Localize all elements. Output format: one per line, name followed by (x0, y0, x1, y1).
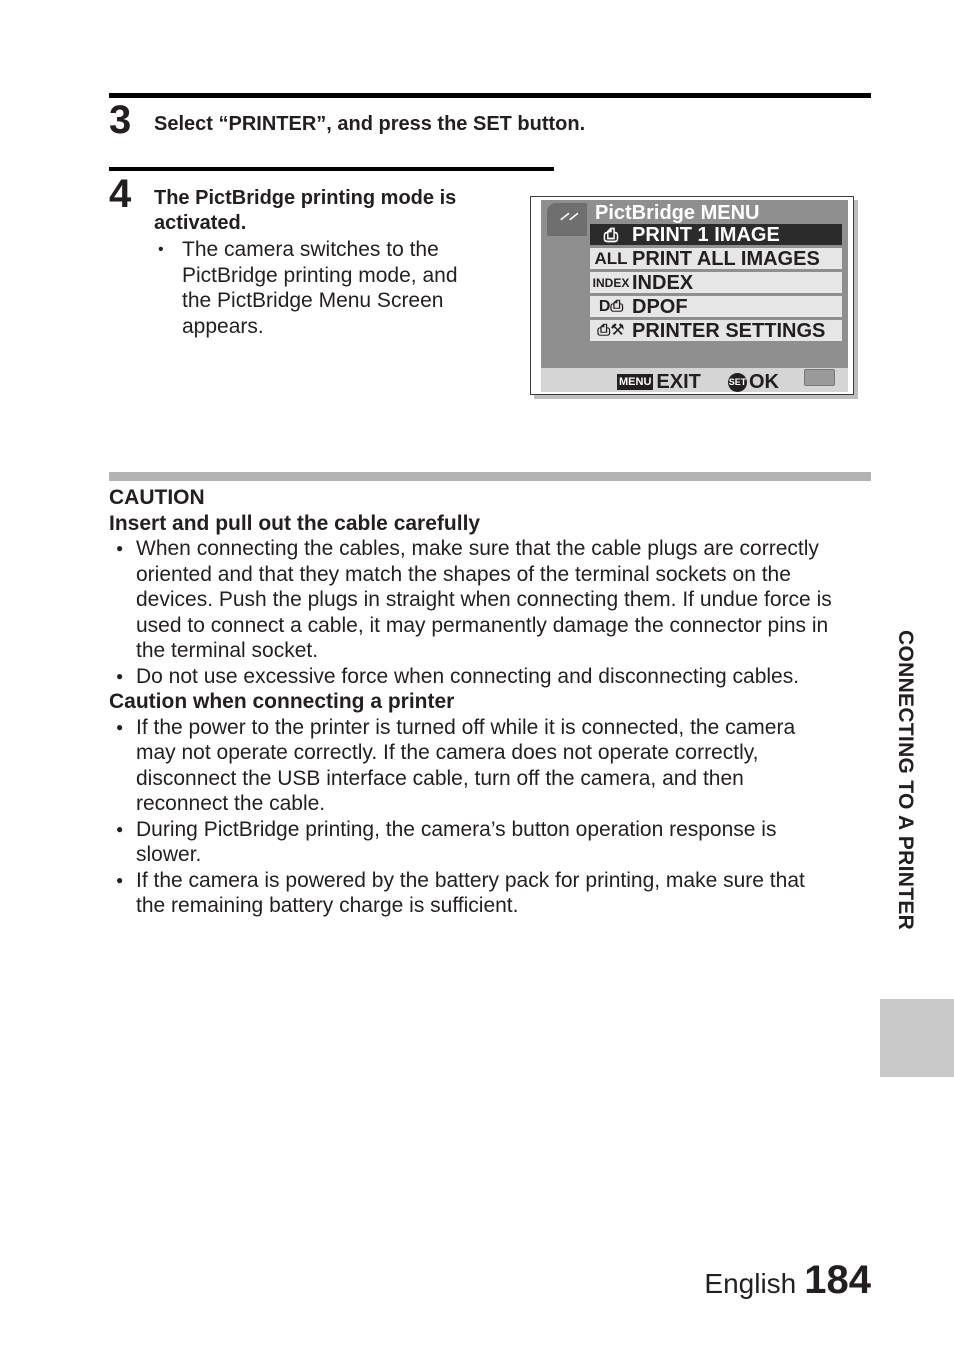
step-4-title-line: activated. (154, 212, 247, 234)
menu-item-print-1-image[interactable] (590, 224, 842, 246)
list-item-line: may not operate correctly. If the camera does not operate correctly, (136, 741, 759, 764)
step-4-body-line: the PictBridge Menu Screen (182, 289, 444, 312)
page-number: 184 (804, 1258, 871, 1302)
section-tab-marker (880, 999, 954, 1077)
index-icon: INDEX (592, 275, 630, 290)
menu-title: PictBridge MENU (595, 202, 760, 224)
list-item-line: oriented and that they match the shapes of the terminal sockets on the (136, 562, 791, 586)
step-4-title-line: The PictBridge printing mode is (154, 187, 457, 209)
footer-language: English (704, 1268, 797, 1299)
menu-item-print-all-images[interactable] (590, 248, 842, 270)
menu-item-label: PRINT ALL IMAGES (632, 247, 820, 270)
bullet-dot: • (158, 241, 164, 258)
caution-heading: CAUTION (109, 486, 205, 509)
list-item (109, 868, 874, 919)
step-4-body-line: The camera switches to the (182, 238, 439, 261)
list-item-line: used to connect a cable, it may permanently damage the connector pins in (136, 613, 829, 637)
menu-item-printer-settings[interactable] (590, 320, 842, 342)
ok-control[interactable] (728, 370, 779, 394)
section-sidebar-label: CONNECTING TO A PRINTER (894, 630, 917, 931)
list-item-line: disconnect the USB interface cable, turn off the camera, and then (136, 766, 744, 790)
list-item-line: slower. (136, 843, 202, 866)
list-item-line: reconnect the cable. (136, 792, 326, 815)
menu-item-label: PRINT 1 IMAGE (632, 223, 780, 246)
step-4-title (154, 186, 514, 236)
all-icon: ALL (594, 248, 628, 268)
step-4-body-line: appears. (182, 314, 264, 338)
printer-icon: ⎙ (603, 224, 619, 245)
list-item-line: ● If the power to the printer is turned off while it is connected, the camera (136, 715, 796, 739)
step-4-number: 4 (109, 172, 132, 216)
list-item-line: ● During PictBridge printing, the camera’s button operation response is (136, 817, 777, 841)
step-3-rule (109, 93, 871, 98)
caution-rule (109, 472, 871, 481)
exit-label: EXIT (656, 371, 701, 393)
step-4-rule (109, 167, 554, 171)
list-item-line: ● If the camera is powered by the battery pack for printing, make sure that (136, 868, 805, 892)
list-item-line: devices. Push the plugs in straight when connecting them. If undue force is (136, 588, 832, 611)
step-4-body-line: PictBridge printing mode, and (182, 263, 458, 287)
pictbridge-icon: ⸍⸍ (547, 203, 587, 236)
caution-subheading: Insert and pull out the cable carefully (109, 511, 481, 535)
battery-icon (804, 369, 835, 386)
menu-item-label: INDEX (632, 271, 694, 294)
caution-subheading: Caution when connecting a printer (109, 690, 455, 713)
list-item (109, 817, 874, 868)
menu-badge-icon: MENU (619, 376, 652, 388)
page-footer (704, 1258, 871, 1303)
ok-label: OK (749, 371, 779, 393)
list-item (109, 715, 874, 817)
list-item-line: ● Do not use excessive force when connecting and disconnecting cables. (136, 664, 800, 688)
list-item (109, 664, 874, 690)
step-3-number: 3 (109, 98, 132, 142)
list-item-line: ● When connecting the cables, make sure that the cable plugs are correctly (136, 537, 819, 560)
list-item (109, 536, 874, 664)
list-item-line: the terminal socket. (136, 639, 319, 662)
step-3-title: Select “PRINTER”, and press the SET button. (154, 113, 586, 135)
exit-control[interactable] (617, 370, 701, 394)
printer-settings-icon: ⎙⚒ (597, 321, 625, 339)
menu-item-label: DPOF (632, 295, 688, 318)
list-item-line: the remaining battery charge is sufficient. (136, 894, 519, 917)
step-4-body (158, 237, 518, 339)
menu-item-label: PRINTER SETTINGS (632, 319, 826, 342)
menu-item-index[interactable] (590, 272, 842, 294)
set-button-icon: SET (728, 373, 747, 392)
caution-section (109, 485, 874, 919)
dpof-icon: D⎙ (598, 297, 624, 315)
menu-item-dpof[interactable] (590, 296, 842, 318)
